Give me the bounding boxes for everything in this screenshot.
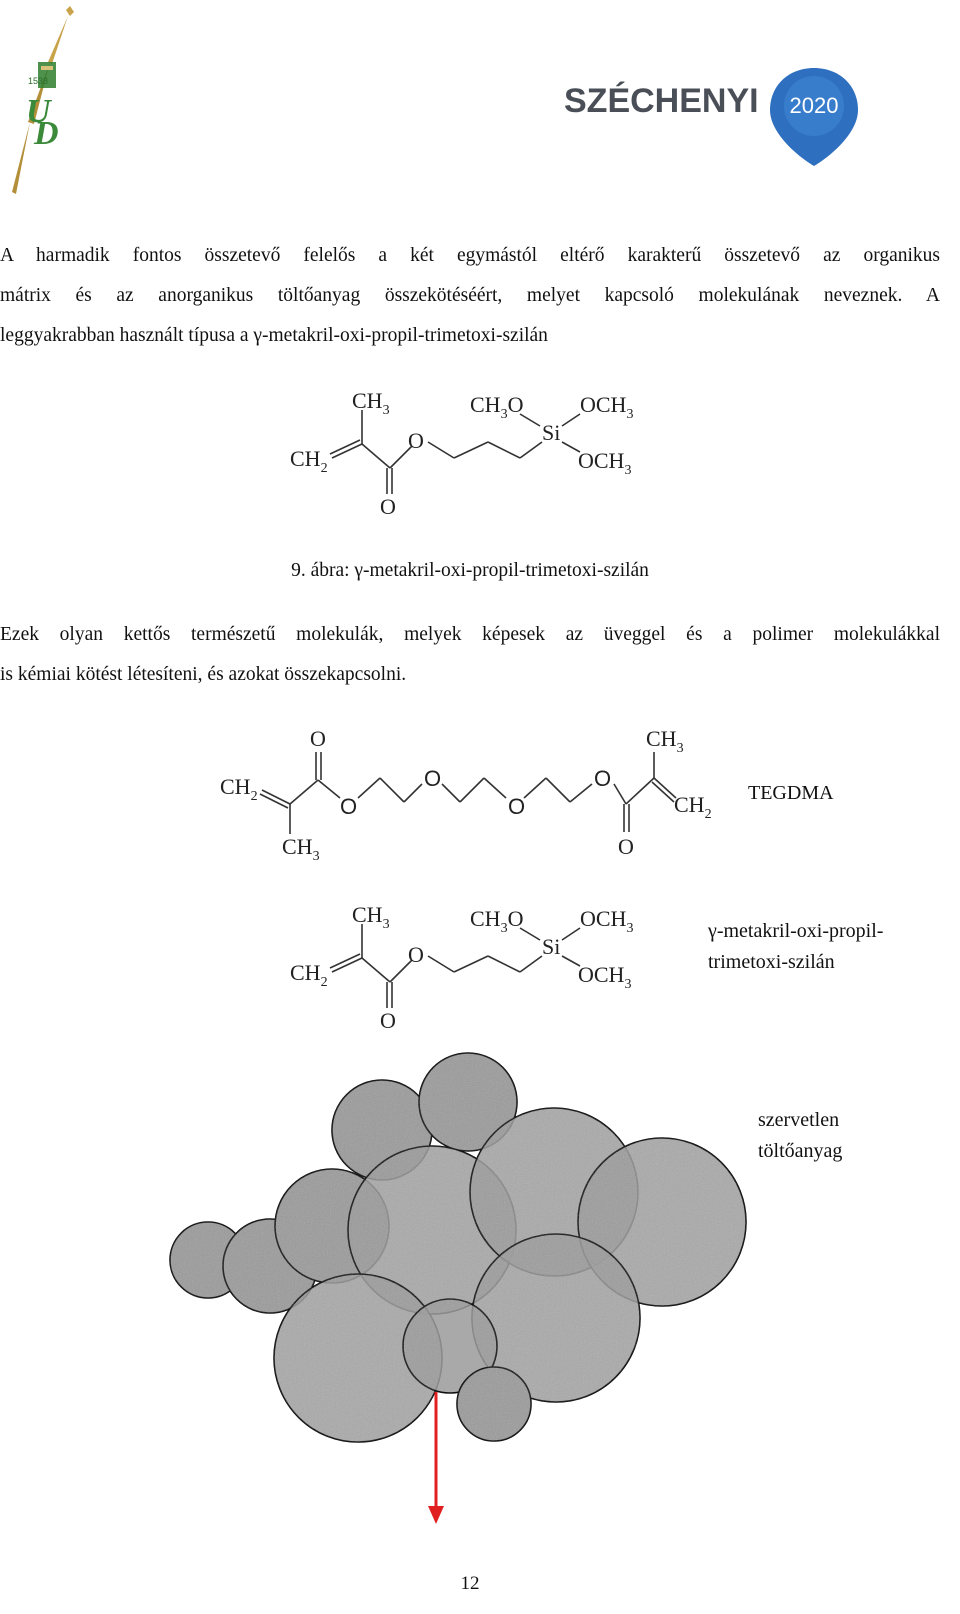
atom-ch2-right: $CH_2$ bbox=[674, 792, 712, 822]
atom-o-2: O bbox=[424, 766, 442, 791]
atom-o-carbonyl: O bbox=[380, 494, 396, 519]
atom-ch2-left: $CH_2$ bbox=[220, 774, 258, 804]
atom-o-ester: O bbox=[408, 942, 424, 967]
svg-text:U: U bbox=[26, 93, 51, 130]
atom-och3-top: $OCH_3$ bbox=[580, 392, 634, 422]
paragraph-line: leggyakrabban használt típusa a γ-metakril-oxi-propil-trimetoxi-szilán bbox=[0, 325, 548, 346]
atom-ch3o: $CH_3O$ bbox=[470, 392, 524, 422]
intro-paragraph bbox=[0, 236, 940, 356]
atom-och3-bottom: $OCH_3$ bbox=[578, 962, 632, 992]
silane-label bbox=[708, 916, 883, 978]
red-arrow-icon bbox=[428, 1392, 444, 1524]
silane-label-line: γ-metakril-oxi-propil- bbox=[708, 920, 884, 942]
silane-structure-2 bbox=[280, 894, 660, 1039]
university-emblem-icon bbox=[12, 6, 74, 194]
atom-ch2: $CH_2$ bbox=[290, 446, 328, 476]
silane-structure-figure bbox=[280, 380, 660, 525]
atom-o-3: O bbox=[508, 794, 526, 819]
filler-label bbox=[758, 1105, 842, 1167]
szechenyi-word: SZÉCHENYI bbox=[564, 82, 759, 120]
atom-o-carbonyl-right: O bbox=[618, 834, 634, 859]
second-paragraph bbox=[0, 615, 940, 695]
paragraph-line: is kémiai kötést létesíteni, és azokat összekapcsolni. bbox=[0, 664, 407, 685]
atom-o-carbonyl-left: O bbox=[310, 726, 326, 751]
svg-text:1538: 1538 bbox=[28, 76, 49, 86]
filler-label-line: szervetlen bbox=[758, 1109, 840, 1131]
atom-ch2: $CH_2$ bbox=[290, 960, 328, 990]
atom-ch3: $CH_3$ bbox=[352, 902, 390, 932]
atom-ch3-right: $CH_3$ bbox=[646, 726, 684, 756]
atom-och3-top: $OCH_3$ bbox=[580, 906, 634, 936]
svg-text:D: D bbox=[34, 115, 59, 152]
szechenyi-year: 2020 bbox=[789, 93, 839, 118]
atom-ch3: $CH_3$ bbox=[352, 388, 390, 418]
paragraph-line: A harmadik fontos összetevő felelős a két egymástól eltérő karakterű összetevő az organikus bbox=[0, 245, 940, 266]
tegdma-label: TEGDMA bbox=[748, 782, 834, 804]
atom-o-4: O bbox=[594, 766, 612, 791]
atom-si: Si bbox=[542, 420, 561, 445]
university-logo bbox=[8, 4, 80, 204]
atom-ch3o: $CH_3O$ bbox=[470, 906, 524, 936]
figure-caption: 9. ábra: γ-metakril-oxi-propil-trimetoxi-szilán bbox=[291, 560, 649, 581]
atom-o-1: O bbox=[340, 794, 358, 819]
filler-particles-illustration bbox=[160, 1040, 760, 1530]
atom-si: Si bbox=[542, 934, 561, 959]
atom-ch3-left: $CH_3$ bbox=[282, 834, 320, 862]
paragraph-line: Ezek olyan kettős természetű molekulák, melyek képesek az üveggel és a polimer molekulákkal bbox=[0, 624, 940, 645]
page-number: 12 bbox=[460, 1573, 480, 1594]
atom-o-carbonyl: O bbox=[380, 1008, 396, 1033]
atom-och3-bottom: $OCH_3$ bbox=[578, 448, 632, 478]
tegdma-structure bbox=[210, 722, 730, 862]
paragraph-line: mátrix és az anorganikus töltőanyag összekötéséért, melyet kapcsoló molekulának neveznek. A bbox=[0, 285, 940, 306]
filler-label-line: töltőanyag bbox=[758, 1140, 843, 1162]
atom-o-ester: O bbox=[408, 428, 424, 453]
silane-label-line: trimetoxi-szilán bbox=[708, 951, 835, 973]
szechenyi-logo bbox=[562, 62, 862, 172]
